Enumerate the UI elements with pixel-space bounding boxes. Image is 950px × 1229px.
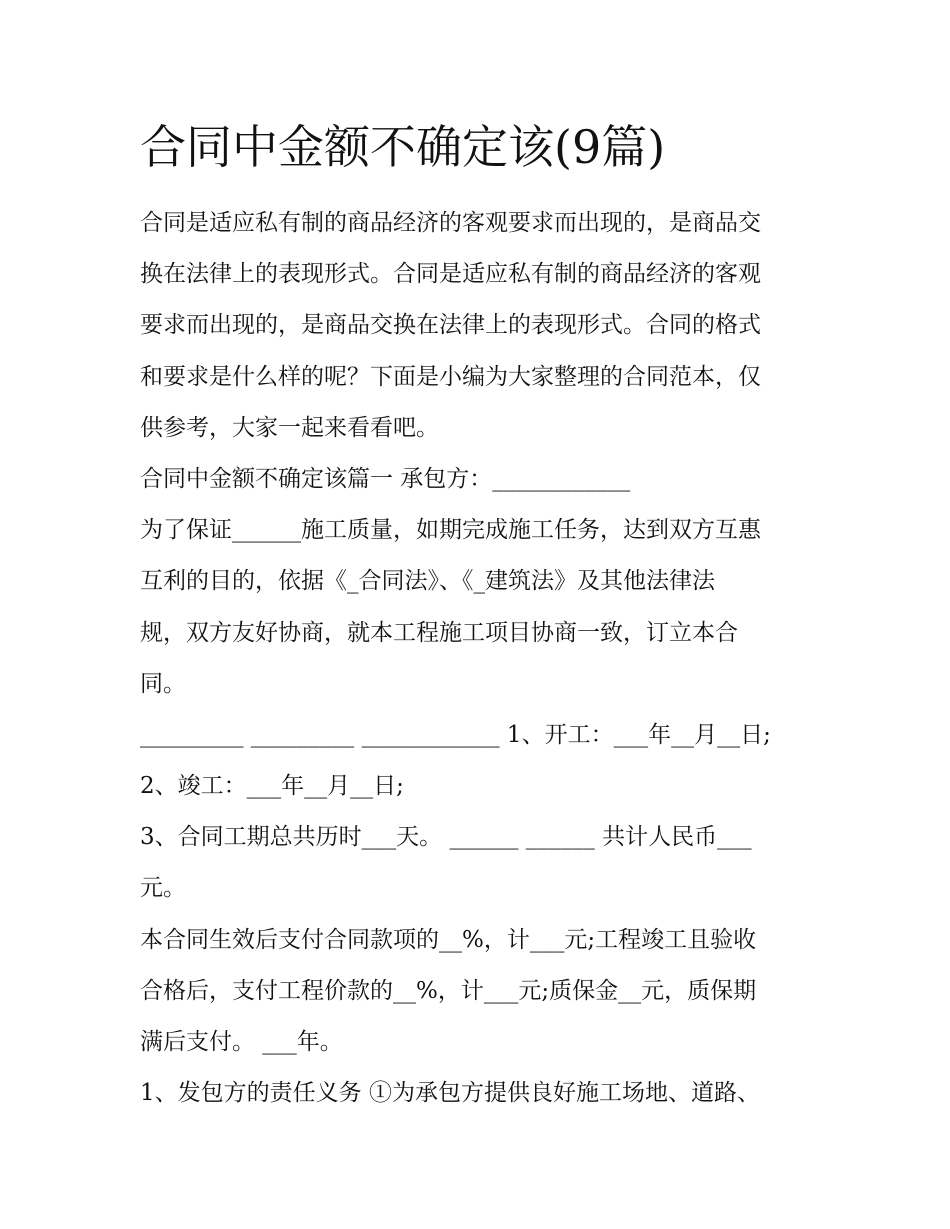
body-line-16: 合格后，支付工程价款的__%，计___元;质保金__元，质保期 bbox=[140, 977, 757, 1004]
body-line-12: 2、竣工：___年__月__日; bbox=[140, 773, 404, 800]
section-heading-line: 合同中金额不确定该篇一 承包方：____________ bbox=[140, 465, 631, 492]
body-line-14: 元。 bbox=[140, 875, 186, 902]
body-line-1: 合同是适应私有制的商品经济的客观要求而出现的，是商品交 bbox=[140, 210, 761, 236]
document-body bbox=[140, 198, 820, 1119]
body-line-7: 为了保证______施工质量，如期完成施工任务，达到双方互惠 bbox=[140, 517, 761, 544]
body-line-3: 要求而出现的，是商品交换在法律上的表现形式。合同的格式 bbox=[140, 312, 761, 339]
body-line-9: 规，双方友好协商，就本工程施工项目协商一致，订立本合 bbox=[140, 619, 738, 646]
body-line-8: 互利的目的，依据《_合同法》、《_建筑法》及其他法律法 bbox=[140, 568, 715, 595]
body-line-2: 换在法律上的表现形式。合同是适应私有制的商品经济的客观 bbox=[140, 261, 761, 288]
body-line-18: 1、发包方的责任义务 ①为承包方提供良好施工场地、道路、 bbox=[140, 1080, 760, 1107]
body-line-11: _________ _________ ____________ 1、开工：___年__月__日; bbox=[140, 721, 771, 748]
body-line-17: 满后支付。 ___年。 bbox=[140, 1029, 343, 1055]
body-line-10: 同。 bbox=[140, 670, 186, 697]
body-line-15: 本合同生效后支付合同款项的__%，计___元;工程竣工且验收 bbox=[140, 926, 757, 953]
body-line-4: 和要求是什么样的呢？下面是小编为大家整理的合同范本，仅 bbox=[140, 363, 761, 390]
document-title: 合同中金额不确定该(9篇) bbox=[140, 120, 666, 174]
body-line-5: 供参考，大家一起来看看吧。 bbox=[140, 414, 439, 441]
body-line-13: 3、合同工期总共历时___天。 ______ ______ 共计人民币___ bbox=[140, 824, 752, 851]
